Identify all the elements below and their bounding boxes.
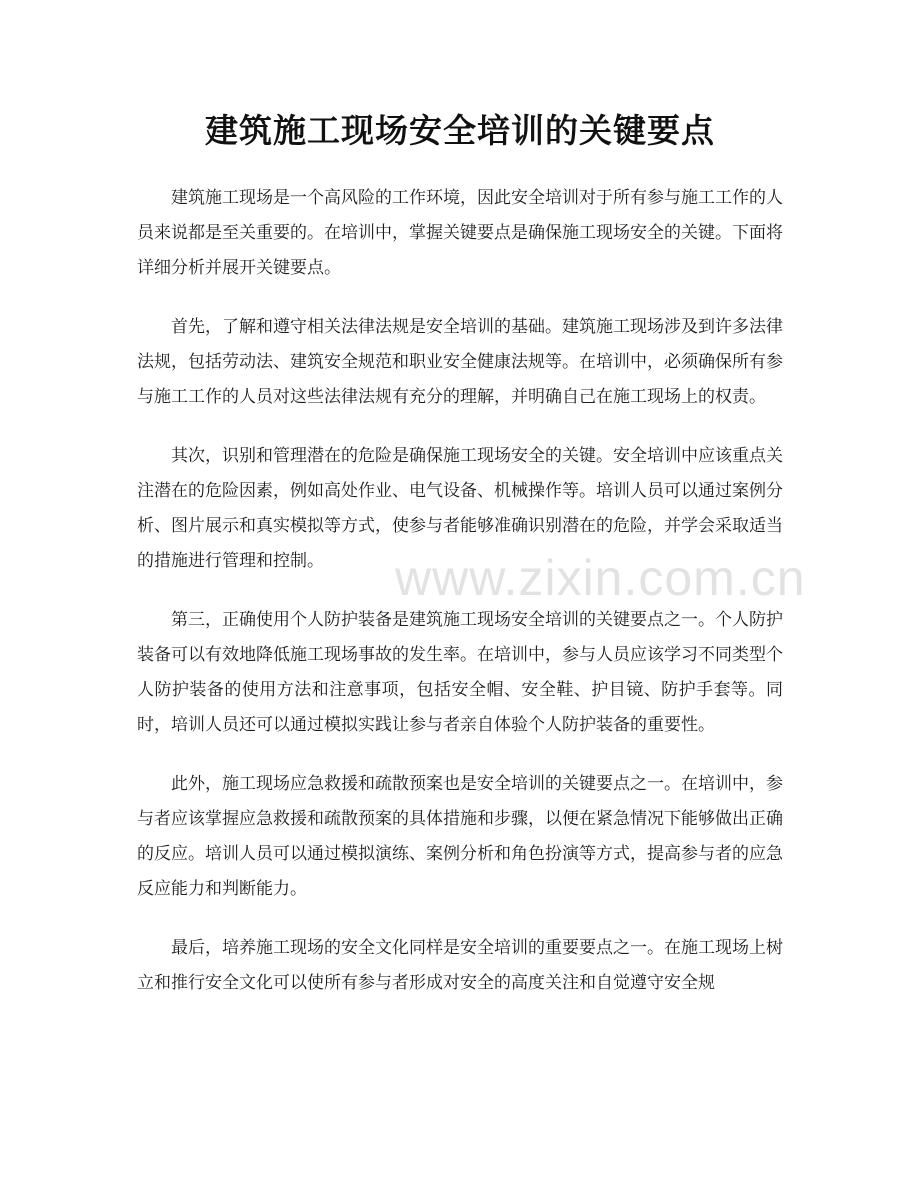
paragraph-intro: 建筑施工现场是一个高风险的工作环境，因此安全培训对于所有参与施工工作的人员来说都是至关重要的。在培训中，掌握关键要点是确保施工现场安全的关键。下面将详细分析并展开关键要点。	[137, 188, 783, 278]
paragraph-emergency: 此外，施工现场应急救援和疏散预案也是安全培训的关键要点之一。在培训中，参与者应该掌握应急救援和疏散预案的具体措施和步骤，以便在紧急情况下能够做出正确的反应。培训人员可以通过模拟演练、案例分析和角色扮演等方式，提高参与者的应急反应能力和判断能力。	[137, 774, 783, 899]
watermark: www.zixin.com.cn	[395, 550, 806, 606]
paragraph-safety-culture: 最后，培养施工现场的安全文化同样是安全培训的重要要点之一。在施工现场上树立和推行安全文化可以使所有参与者形成对安全的高度关注和自觉遵守安全规	[137, 938, 783, 993]
document-body	[137, 181, 783, 1025]
document-title: 建筑施工现场安全培训的关键要点	[205, 111, 715, 150]
paragraph-laws: 首先，了解和遵守相关法律法规是安全培训的基础。建筑施工现场涉及到许多法律法规，包括劳动法、建筑安全规范和职业安全健康法规等。在培训中，必须确保所有参与施工工作的人员对这些法律法规有充分的理解，并明确自己在施工现场上的权责。	[137, 317, 783, 407]
paragraph-protective-equipment: 第三，正确使用个人防护装备是建筑施工现场安全培训的关键要点之一。个人防护装备可以有效地降低施工现场事故的发生率。在培训中，参与人员应该学习不同类型个人防护装备的使用方法和注意事项，包括安全帽、安全鞋、护目镜、防护手套等。同时，培训人员还可以通过模拟实践让参与者亲自体验个人防护装备的重要性。	[137, 610, 783, 735]
paragraph-hazards: 其次，识别和管理潜在的危险是确保施工现场安全的关键。安全培训中应该重点关注潜在的危险因素，例如高处作业、电气设备、机械操作等。培训人员可以通过案例分析、图片展示和真实模拟等方式，使参与者能够准确识别潜在的危险，并学会采取适当的措施进行管理和控制。	[137, 446, 783, 571]
